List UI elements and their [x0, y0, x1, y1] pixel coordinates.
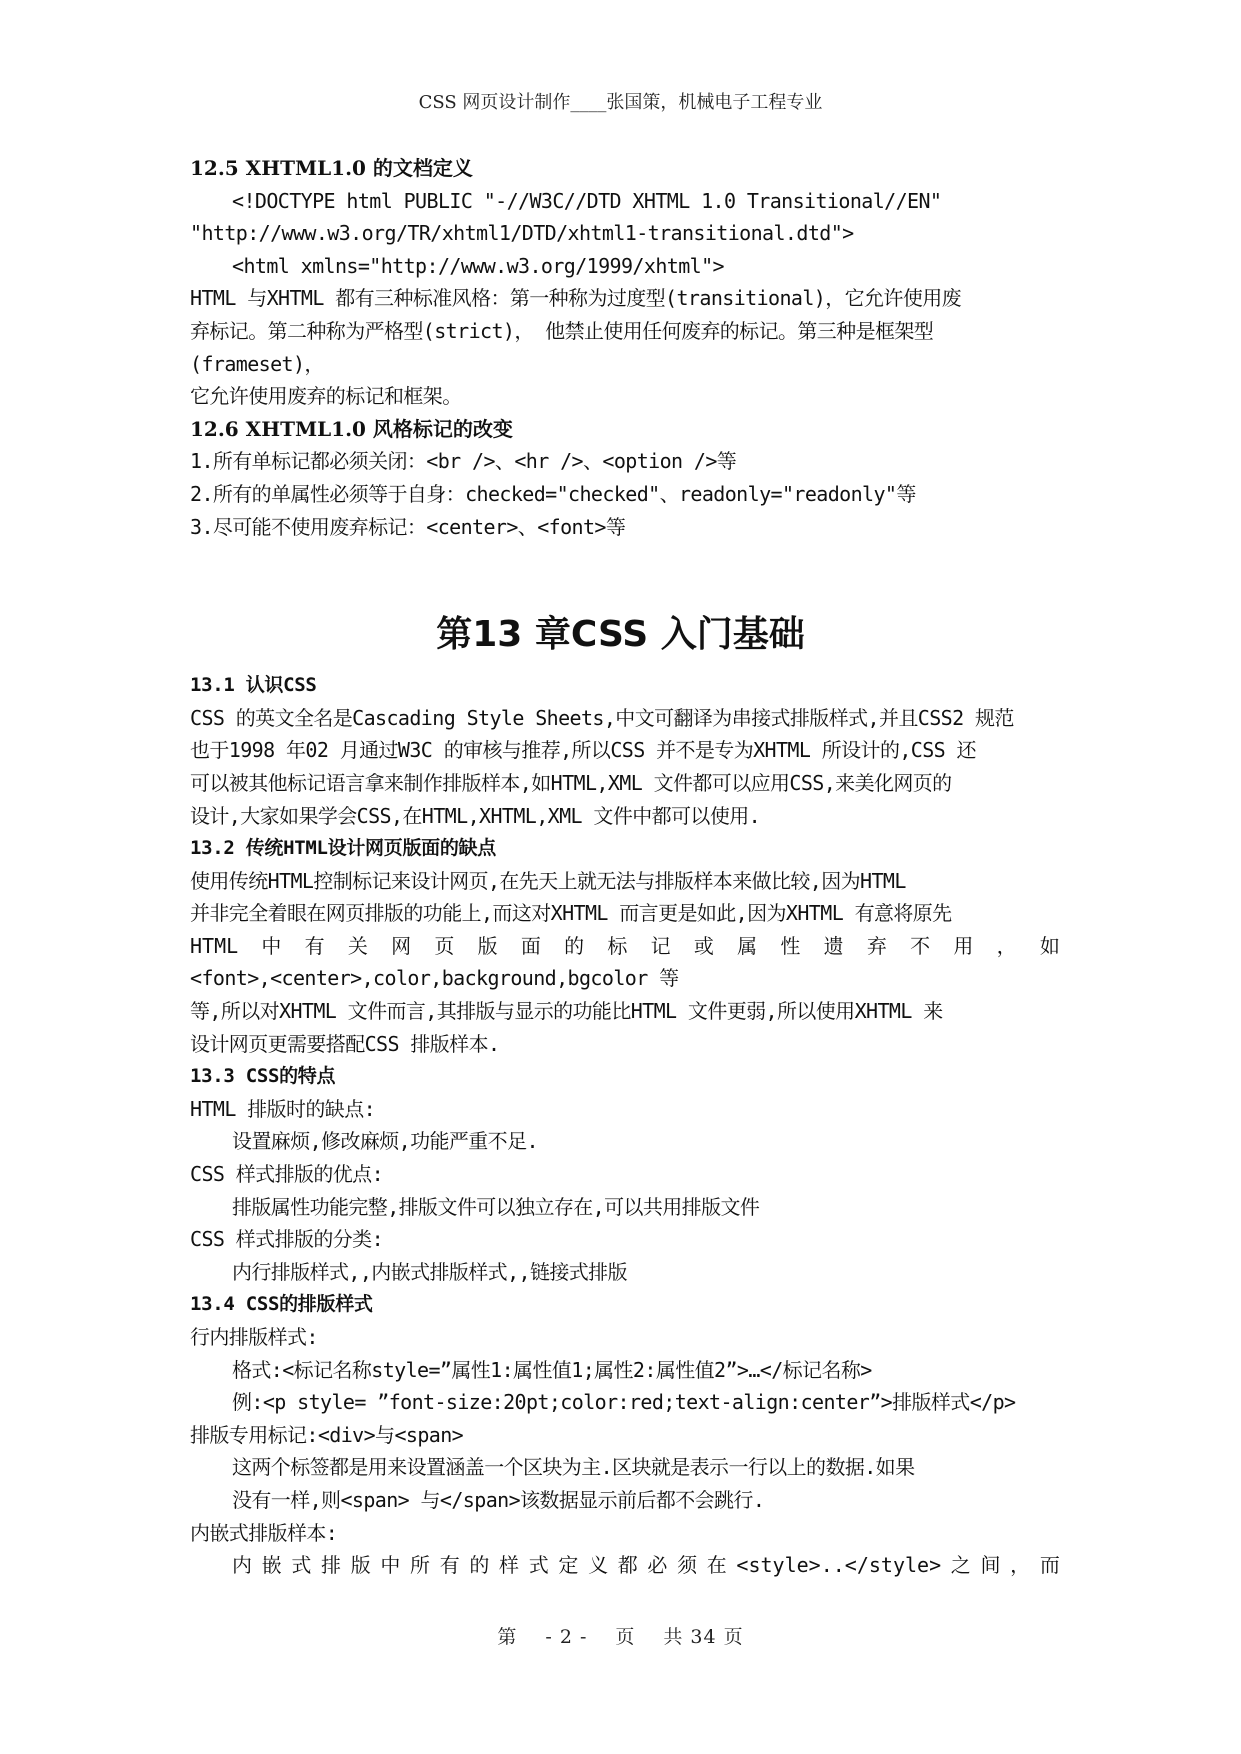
word: 用 [953, 933, 974, 958]
section-heading-12-6: 12.6 XHTML1.0 风格标记的改变 [190, 416, 513, 441]
word: 间 [980, 1553, 1001, 1578]
word: 版 [477, 933, 498, 958]
word: 遗 [823, 933, 844, 958]
list-item: 3.尽可能不使用废弃标记：<center>、<font>等 [190, 514, 626, 539]
word: 的 [564, 933, 585, 958]
justified-line-13-2 [190, 930, 1060, 963]
word: 所 [410, 1553, 431, 1578]
list-item: 2.所有的单属性必须等于自身：checked="checked"、readonly="readonly"等 [190, 481, 916, 506]
paragraph-line: 设计,大家如果学会CSS,在HTML,XHTML,XML 文件中都可以使用. [190, 803, 761, 828]
word: 关 [347, 933, 368, 958]
paragraph-line: 设计网页更需要搭配CSS 排版样本. [190, 1031, 500, 1056]
html-xmlns-line: <html xmlns="http://www.w3.org/1999/xhtml"> [232, 253, 724, 278]
paragraph-line: CSS 样式排版的分类: [190, 1227, 384, 1252]
section-heading-13-3: 13.3 CSS的特点 [190, 1065, 336, 1088]
paragraph-line: 它允许使用废弃的标记和框架。 [190, 384, 462, 409]
paragraph-line: 使用传统HTML控制标记来设计网页,在先天上就无法与排版样本来做比较,因为HTML [190, 868, 906, 893]
word: 不 [910, 933, 931, 958]
paragraph-line: 可以被其他标记语言拿来制作排版样本,如HTML,XML 文件都可以应用CSS,来美化网页的 [190, 770, 952, 795]
word: 有 [304, 933, 325, 958]
paragraph-line: 行内排版样式: [190, 1325, 318, 1349]
justified-line-13-4 [190, 1549, 1060, 1582]
word: 性 [780, 933, 801, 958]
word: 页 [434, 933, 455, 958]
paragraph-line: 排版属性功能完整,排版文件可以独立存在,可以共用排版文件 [232, 1194, 760, 1219]
spacer [190, 543, 1060, 607]
paragraph-line: 例:<p style= ”font-size:20pt;color:red;text-align:center”>排版样式</p> [232, 1390, 1016, 1415]
word: 标 [607, 933, 628, 958]
paragraph-line: HTML 排版时的缺点: [190, 1096, 376, 1121]
chapter-title: 第13 章CSS 入门基础 [436, 614, 805, 656]
word: 定 [558, 1553, 579, 1578]
paragraph-line: <font>,<center>,color,background,bgcolor 等 [190, 966, 679, 991]
word: 必 [647, 1553, 668, 1578]
page-total: 共 34 页 [663, 1626, 744, 1648]
word: 中 [380, 1553, 401, 1578]
word: 式 [291, 1553, 312, 1578]
word: 内 [232, 1553, 252, 1578]
section-heading-12-5: 12.5 XHTML1.0 的文档定义 [190, 156, 473, 180]
page-header: CSS 网页设计制作____张国策，机械电子工程专业 [418, 92, 823, 113]
list-item: 1.所有单标记都必须关闭：<br />、<hr />、<option />等 [190, 449, 737, 474]
word: 排 [321, 1553, 342, 1578]
doctype-line-2: "http://www.w3.org/TR/xhtml1/DTD/xhtml1-transitional.dtd"> [190, 221, 854, 246]
section-heading-13-1: 13.1 认识CSS [190, 674, 317, 697]
word: 之 [950, 1553, 971, 1578]
page-footer [0, 1626, 1241, 1648]
paragraph-line: (frameset)， [190, 351, 324, 376]
paragraph-line: 没有一样,则<span> 与</span>该数据显示前后都不会跳行. [232, 1487, 765, 1512]
paragraph-line: 等,所以对XHTML 文件而言,其排版与显示的功能比HTML 文件更弱,所以使用XHTML 来 [190, 999, 943, 1024]
paragraph-line: 内嵌式排版样本: [190, 1520, 338, 1545]
word: 样 [499, 1553, 520, 1578]
word: 网 [391, 933, 412, 958]
word: 的 [469, 1553, 490, 1578]
section-heading-13-4: 13.4 CSS的排版样式 [190, 1293, 373, 1316]
word: 有 [439, 1553, 460, 1578]
word: 记 [650, 933, 671, 958]
page-content [190, 152, 1060, 1582]
page-number: - 2 - [545, 1626, 588, 1648]
doctype-line-1: <!DOCTYPE html PUBLIC "-//W3C//DTD XHTML 1.0 Transitional//EN" [232, 188, 942, 213]
paragraph-line: 内行排版样式,,内嵌式排版样式,,链接式排版 [232, 1259, 627, 1284]
word: 弃 [866, 933, 887, 958]
word: 中 [261, 933, 282, 958]
page-label: 第 [497, 1626, 518, 1648]
paragraph-line: 也于1998 年02 月通过W3C 的审核与推荐,所以CSS 并不是专为XHTML 所设计的,CSS 还 [190, 738, 976, 763]
word: ， [1010, 1553, 1031, 1578]
section-heading-13-2: 13.2 传统HTML设计网页版面的缺点 [190, 837, 496, 860]
page-unit: 页 [615, 1626, 636, 1648]
word: 义 [588, 1553, 609, 1578]
paragraph-line: 弃标记。第二种称为严格型(strict)， 他禁止使用任何废弃的标记。第三种是框架型 [190, 318, 934, 343]
word: 或 [693, 933, 714, 958]
paragraph-line: 格式:<标记名称style=”属性1:属性值1;属性2:属性值2”>…</标记名称> [232, 1357, 872, 1382]
word: 式 [528, 1553, 549, 1578]
paragraph-line: CSS 样式排版的优点: [190, 1162, 384, 1187]
word: ， [996, 933, 1017, 958]
word: <style>..</style> [736, 1553, 942, 1578]
word: 嵌 [261, 1553, 282, 1578]
paragraph-line: 设置麻烦,修改麻烦,功能严重不足. [232, 1129, 538, 1154]
word: HTML [190, 933, 239, 958]
paragraph-line: 排版专用标记:<div>与<span> [190, 1422, 464, 1447]
paragraph-line: HTML 与XHTML 都有三种标准风格：第一种称为过度型(transitional)，它允许使用废 [190, 286, 962, 311]
word: 在 [706, 1553, 727, 1578]
word: 面 [520, 933, 541, 958]
word: 都 [617, 1553, 638, 1578]
word: 属 [737, 933, 758, 958]
paragraph-line: 这两个标签都是用来设置涵盖一个区块为主.区块就是表示一行以上的数据.如果 [232, 1455, 915, 1480]
word: 版 [350, 1553, 371, 1578]
paragraph-line: 并非完全着眼在网页排版的功能上,而这对XHTML 而言更是如此,因为XHTML 有意将原先 [190, 901, 952, 926]
word: 如 [1039, 933, 1060, 958]
word: 而 [1039, 1553, 1060, 1578]
paragraph-line: CSS 的英文全名是Cascading Style Sheets,中文可翻译为串接式排版样式,并且CSS2 规范 [190, 705, 1014, 730]
word: 须 [677, 1553, 698, 1578]
